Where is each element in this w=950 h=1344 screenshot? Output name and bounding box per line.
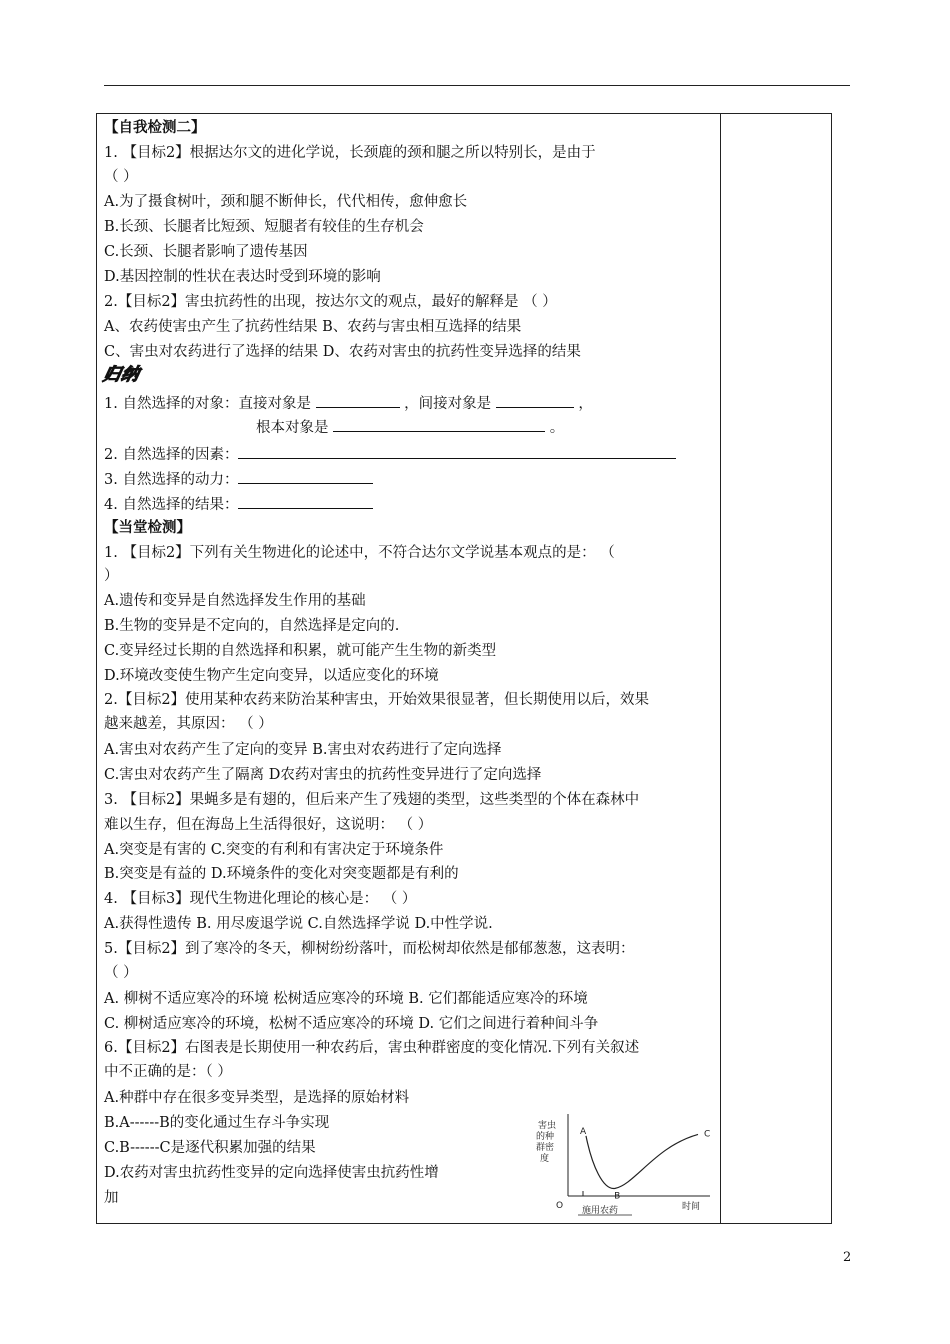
pest-density-chart	[528, 1112, 718, 1218]
text-line: 难以生存，但在海岛上生活得很好，这说明： （ ）	[104, 817, 433, 833]
origin-label: O	[556, 1201, 564, 1211]
y-label-2: 的种	[536, 1132, 555, 1142]
text-line: D.环境改变使生物产生定向变异，以适应变化的环境	[104, 668, 439, 684]
text-line: 【当堂检测】	[104, 519, 191, 536]
text-line: 4. 自然选择的结果：	[104, 493, 373, 515]
text-line: B.突变是有益的 D.环境条件的变化对突变题都是有利的	[104, 866, 459, 882]
point-label-b: B	[614, 1191, 621, 1202]
text-line: A.种群中存在很多变异类型，是选择的原始材料	[104, 1090, 410, 1106]
text-line: A.获得性遗传 B. 用尽废退学说 C.自然选择学说 D.中性学说.	[104, 916, 493, 932]
density-curve	[586, 1134, 698, 1188]
text-line: D.基因控制的性状在表达时受到环境的影响	[104, 269, 381, 285]
text-line: C、害虫对农药进行了选择的结果 D、农药对害虫的抗药性变异选择的结果	[104, 344, 581, 360]
text-line: 3. 【目标2】果蝇多是有翅的，但后来产生了残翅的类型，这些类型的个体在森林中	[104, 792, 640, 808]
text-line: （ ）	[104, 965, 138, 981]
text-line: C.害虫对农药产生了隔离 D农药对害虫的抗药性变异进行了定向选择	[104, 767, 542, 783]
text-line: A.为了摄食树叶，颈和腿不断伸长，代代相传，愈伸愈长	[104, 194, 468, 210]
text-line: 中不正确的是：（ ）	[104, 1064, 232, 1080]
answer-blank[interactable]	[238, 493, 373, 509]
summary-logo: 归纳	[101, 365, 142, 385]
text-line: 1. 【目标2】根据达尔文的进化学说，长颈鹿的颈和腿之所以特别长，是由于	[104, 145, 596, 161]
text-line: 5.【目标2】到了寒冷的冬天，柳树纷纷落叶，而松树却依然是郁郁葱葱，这表明：	[104, 941, 635, 957]
y-label-4: 度	[540, 1154, 550, 1164]
text-line: C.变异经过长期的自然选择和积累，就可能产生生物的新类型	[104, 643, 497, 659]
y-label-1: 害虫	[538, 1121, 557, 1131]
text-line: B.长颈、长腿者比短颈、短腿者有较佳的生存机会	[104, 219, 424, 235]
text-line: 【自我检测二】	[104, 119, 206, 136]
point-label-a: A	[580, 1126, 587, 1137]
column-divider	[720, 113, 721, 1224]
text-line: C.B------C是逐代积累加强的结果	[104, 1140, 316, 1156]
text-line: 3. 自然选择的动力：	[104, 468, 373, 490]
text-line: A.害虫对农药产生了定向的变异 B.害虫对农药进行了定向选择	[104, 742, 502, 758]
text-line: （ ）	[104, 169, 138, 185]
text-line: 4. 【目标3】现代生物进化理论的核心是： （ ）	[104, 891, 417, 907]
header-rule	[104, 85, 850, 86]
text-line: A.遗传和变异是自然选择发生作用的基础	[104, 593, 366, 609]
text-line: B.A------B的变化通过生存斗争实现	[104, 1115, 330, 1131]
text-line: 6.【目标2】右图表是长期使用一种农药后，害虫种群密度的变化情况.下列有关叙述	[104, 1040, 640, 1056]
y-label-3: 群密	[536, 1143, 555, 1153]
summary-item-1: 1. 自然选择的对象：直接对象是 ，间接对象是 ，	[104, 392, 593, 414]
point-label-c: C	[704, 1129, 711, 1140]
summary-item-1-cont: 根本对象是 。	[256, 416, 564, 438]
text-line: D.农药对害虫抗药性变异的定向选择使害虫抗药性增	[104, 1165, 439, 1181]
text-line: ）	[104, 568, 119, 584]
x-annotation: 施用农药	[582, 1206, 619, 1216]
text-line: 越来越差，其原因： （ ）	[104, 716, 273, 732]
answer-blank[interactable]	[238, 468, 373, 484]
text-line: C.长颈、长腿者影响了遗传基因	[104, 244, 308, 260]
text-line: 加	[104, 1190, 119, 1206]
x-axis-label: 时间	[682, 1202, 701, 1212]
answer-blank[interactable]	[238, 443, 676, 459]
text-line: A. 柳树不适应寒冷的环境 松树适应寒冷的环境 B. 它们都能适应寒冷的环境	[104, 991, 588, 1007]
text-line: 2. 自然选择的因素：	[104, 443, 676, 465]
text-line: 2.【目标2】害虫抗药性的出现，按达尔文的观点，最好的解释是 （ ）	[104, 294, 557, 310]
text-line: A、农药使害虫产生了抗药性结果 B、农药与害虫相互选择的结果	[104, 319, 522, 335]
text-line: C. 柳树适应寒冷的环境，松树不适应寒冷的环境 D. 它们之间进行着种间斗争	[104, 1016, 599, 1032]
text-line: B.生物的变异是不定向的，自然选择是定向的.	[104, 618, 400, 634]
text-line: 1. 【目标2】下列有关生物进化的论述中，不符合达尔文学说基本观点的是： （	[104, 545, 615, 561]
text-line: A.突变是有害的 C.突变的有利和有害决定于环境条件	[104, 842, 444, 858]
text-line: 2.【目标2】使用某种农药来防治某种害虫，开始效果很显著，但长期使用以后，效果	[104, 692, 650, 708]
page-number: 2	[843, 1250, 852, 1265]
